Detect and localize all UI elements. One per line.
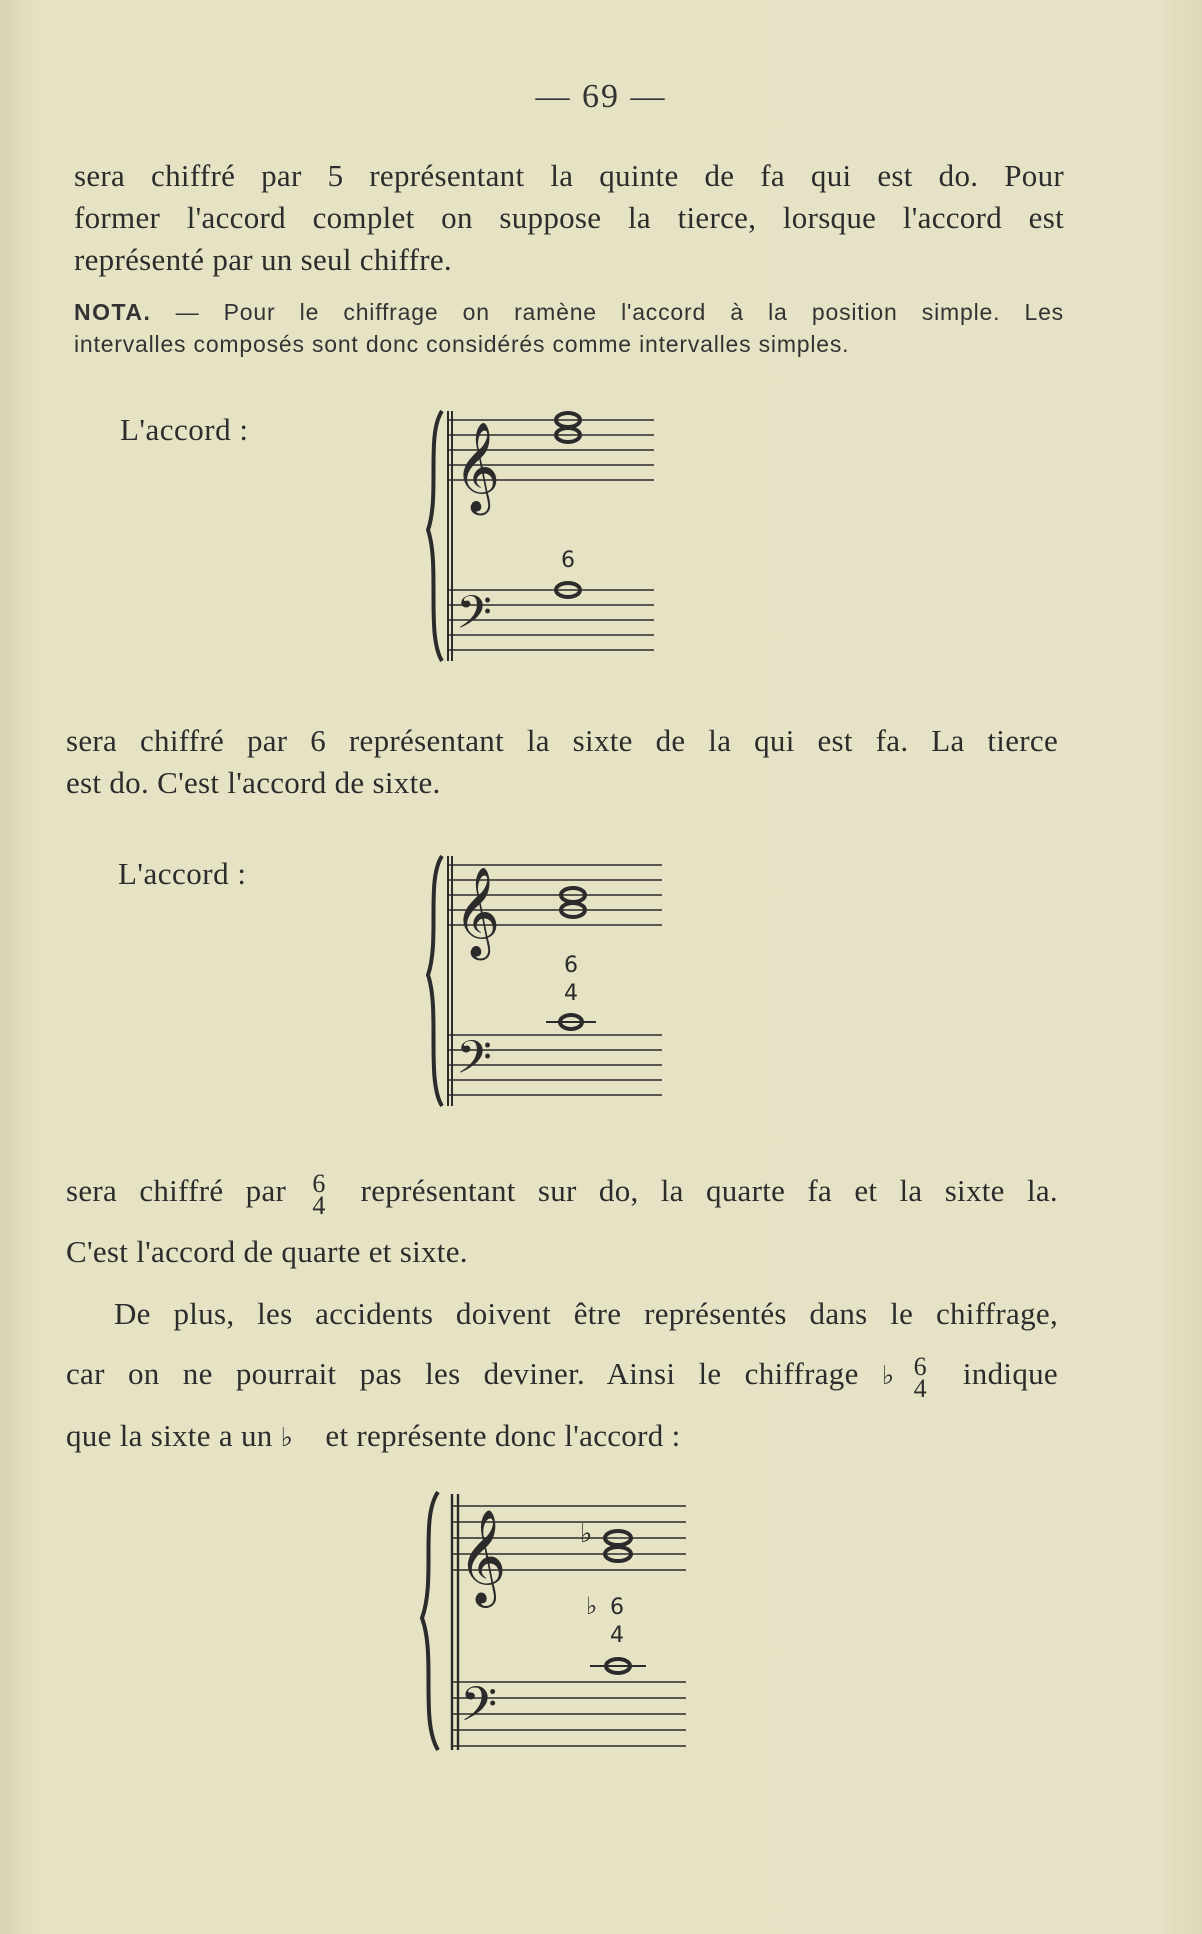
nota-label: NOTA. xyxy=(74,299,152,325)
brace-icon xyxy=(428,411,442,661)
paragraph-line: que la sixte a un ♭ et représente donc l'accord : xyxy=(66,1418,681,1453)
treble-clef-icon: 𝄞 xyxy=(454,422,501,512)
flat-icon: ♭ xyxy=(280,1423,294,1453)
inline-fraction: 6 4 xyxy=(312,1168,326,1220)
inline-fraction: 6 4 xyxy=(913,1351,927,1403)
figured-bass-4: 4 xyxy=(564,981,578,1006)
example-2-score xyxy=(418,850,668,1112)
figured-bass-6: 6 xyxy=(610,1595,624,1620)
flat-icon: ♭ xyxy=(586,1592,598,1620)
paragraph-4 xyxy=(66,1284,1058,1468)
paragraph-line: sera chiffré par 5 représentant la quinte de fa qui est do. Pour xyxy=(74,158,1064,193)
figured-bass-4: 4 xyxy=(610,1623,624,1648)
nota-text: — Pour le chiffrage on ramène l'accord à la position simple. Les xyxy=(151,299,1064,325)
treble-clef-icon: 𝄞 xyxy=(458,1509,507,1604)
paragraph-line: De plus, les accidents doivent être représentés dans le chiffrage, xyxy=(114,1296,1058,1331)
example-1-score xyxy=(418,405,668,667)
paragraph-line: sera chiffré par 6 4 représentant sur do, la quarte fa et la sixte la. xyxy=(66,1168,1058,1220)
paragraph-3 xyxy=(66,1168,1058,1275)
brace-icon xyxy=(428,856,442,1106)
nota-block xyxy=(74,296,1064,360)
brace-icon xyxy=(422,1492,438,1750)
flat-icon: ♭ xyxy=(580,1519,593,1549)
paragraph-line: former l'accord complet on suppose la tierce, lorsque l'accord est xyxy=(74,200,1064,235)
paragraph-line: est do. C'est l'accord de sixte. xyxy=(66,765,441,800)
flat-icon: ♭ xyxy=(881,1361,910,1391)
example-2-label: L'accord : xyxy=(118,856,247,891)
bass-clef-icon: 𝄢 xyxy=(456,1031,493,1096)
figured-bass-6: 6 xyxy=(564,953,578,978)
paragraph-line: représenté par un seul chiffre. xyxy=(74,242,452,277)
paragraph-line: C'est l'accord de quarte et sixte. xyxy=(66,1233,468,1269)
paragraph-line: car on ne pourrait pas les deviner. Ainsi le chiffrage ♭ 6 4 indique xyxy=(66,1351,1058,1403)
paragraph-line: sera chiffré par 6 représentant la sixte de la qui est fa. La tierce xyxy=(66,723,1058,758)
paragraph-1 xyxy=(74,155,1064,281)
treble-clef-icon: 𝄞 xyxy=(454,867,501,957)
figured-bass-6: 6 xyxy=(561,548,575,573)
nota-line: intervalles composés sont donc considérés comme intervalles simples. xyxy=(74,331,850,357)
paragraph-2 xyxy=(66,720,1058,804)
nota-line xyxy=(74,296,1064,328)
page-number: — 69 — xyxy=(535,78,667,115)
bass-clef-icon: 𝄢 xyxy=(456,586,493,651)
example-1-label: L'accord : xyxy=(120,412,249,447)
example-3-score xyxy=(412,1488,692,1754)
bass-clef-icon: 𝄢 xyxy=(460,1676,498,1744)
